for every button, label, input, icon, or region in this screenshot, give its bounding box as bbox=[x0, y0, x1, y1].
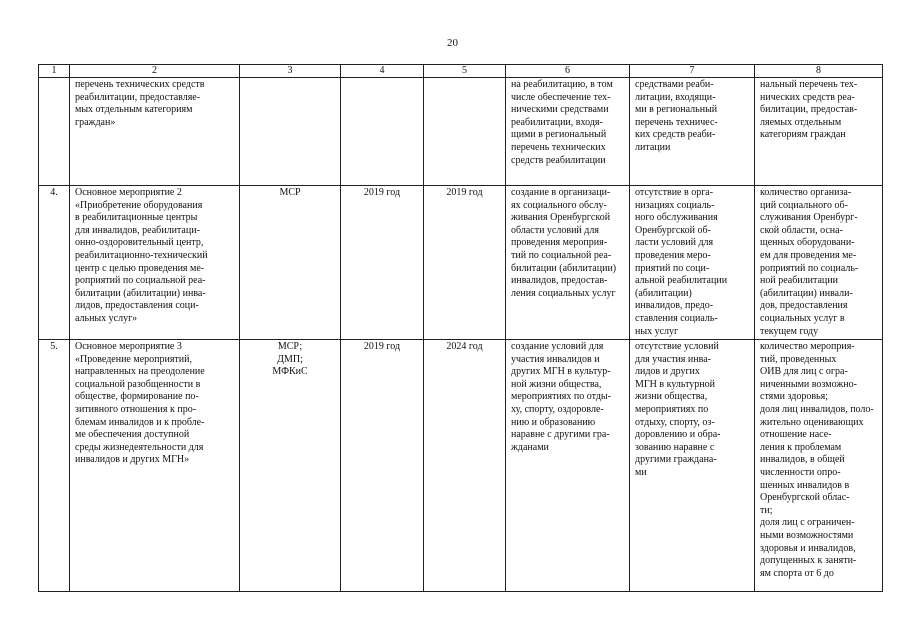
table-row bbox=[39, 78, 883, 186]
non-implementation-consequences: средствами реаби- литации, входящи- ми в региональный перечень техничес- ких средств реаби- литации bbox=[630, 78, 755, 186]
end-year: 2024 год bbox=[424, 340, 506, 592]
table-row bbox=[39, 186, 883, 340]
executor: МСР bbox=[240, 186, 341, 340]
measure-name: Основное мероприятие 3 «Проведение мероприятий, направленных на преодоление социальной разобщенности в обществе, формирование по- зитивного отношения к про- блемам инвалидов и к пробле- ме обеспечения доступной среды жизнедеятельности для инвалидов и других МГН» bbox=[70, 340, 240, 592]
non-implementation-consequences: отсутствие в орга- низациях социаль- ного обслуживания Оренбургской об- ласти условий для проведения меро- приятий по соци- альной реабилитации (абилитации) инвалидов, предо- ставления социаль- ных услуг bbox=[630, 186, 755, 340]
expected-result: создание условий для участия инвалидов и других МГН в культур- ной жизни общества, мероприятиях по отды- ху, спорту, оздоровле- нию и образованию наравне с другими гра- жданами bbox=[506, 340, 630, 592]
measure-name: перечень технических средств реабилитации, предоставляе- мых отдельным категориям граждан» bbox=[70, 78, 240, 186]
executor bbox=[240, 78, 341, 186]
measure-name: Основное мероприятие 2 «Приобретение оборудования в реабилитационные центры для инвалидов, реабилитаци- онно-оздоровительный центр, реабилитационно-технический центр с целью проведения ме- роприятий по социальной реа- билитации (абилитации) инва- лидов, предоставления соци- альных услуг» bbox=[70, 186, 240, 340]
indicator: количество организа- ций социального об- служивания Оренбург- ской области, осна- щенных оборудовани- ем для проведения ме- роприятий по социаль- ной реабилитации (абилитации) инвали- дов, предоставления социальных услуг в текущем году bbox=[755, 186, 883, 340]
indicator: нальный перечень тех- нических средств реа- билитации, предостав- ляемых отдельным категориям граждан bbox=[755, 78, 883, 186]
column-header: 3 bbox=[240, 65, 341, 78]
page-number: 20 bbox=[447, 37, 458, 49]
start-year: 2019 год bbox=[341, 340, 424, 592]
end-year bbox=[424, 78, 506, 186]
indicator: количество мероприя- тий, проведенных ОИВ для лиц с огра- ниченными возможно- стями здоровья; доля лиц инвалидов, поло- жительно оценивающих отношение насе- ления к проблемам инвалидов, в общей численности опро- шенных инвалидов в Оренбургской облас- ти; доля лиц с ограничен- ными возможностями здоровья и инвалидов, допущенных к заняти- ям спорта от 6 до bbox=[755, 340, 883, 592]
start-year bbox=[341, 78, 424, 186]
column-header: 4 bbox=[341, 65, 424, 78]
table-header-row bbox=[39, 65, 883, 78]
column-header: 8 bbox=[755, 65, 883, 78]
expected-result: создание в организаци- ях социального обслу- живания Оренбургской области условий для проведения мероприя- тий по социальной реа- билитации (абилитации) инвалидов, предостав- ления социальных услуг bbox=[506, 186, 630, 340]
column-header: 7 bbox=[630, 65, 755, 78]
end-year: 2019 год bbox=[424, 186, 506, 340]
column-header: 5 bbox=[424, 65, 506, 78]
expected-result: на реабилитацию, в том числе обеспечение тех- ническими средствами реабилитации, входя- щими в региональный перечень технических средств реабилитации bbox=[506, 78, 630, 186]
column-header: 2 bbox=[70, 65, 240, 78]
start-year: 2019 год bbox=[341, 186, 424, 340]
column-header: 6 bbox=[506, 65, 630, 78]
non-implementation-consequences: отсутствие условий для участия инва- лидов и других МГН в культурной жизни общества, мероприятиях по отдыху, спорту, оз- доровлению и обра- зованию наравне с другими граждана- ми bbox=[630, 340, 755, 592]
column-header: 1 bbox=[39, 65, 70, 78]
row-number bbox=[39, 78, 70, 186]
table-row bbox=[39, 340, 883, 592]
row-number: 5. bbox=[39, 340, 70, 592]
measures-table bbox=[38, 64, 883, 592]
row-number: 4. bbox=[39, 186, 70, 340]
executor: МСР; ДМП; МФКиС bbox=[240, 340, 341, 592]
